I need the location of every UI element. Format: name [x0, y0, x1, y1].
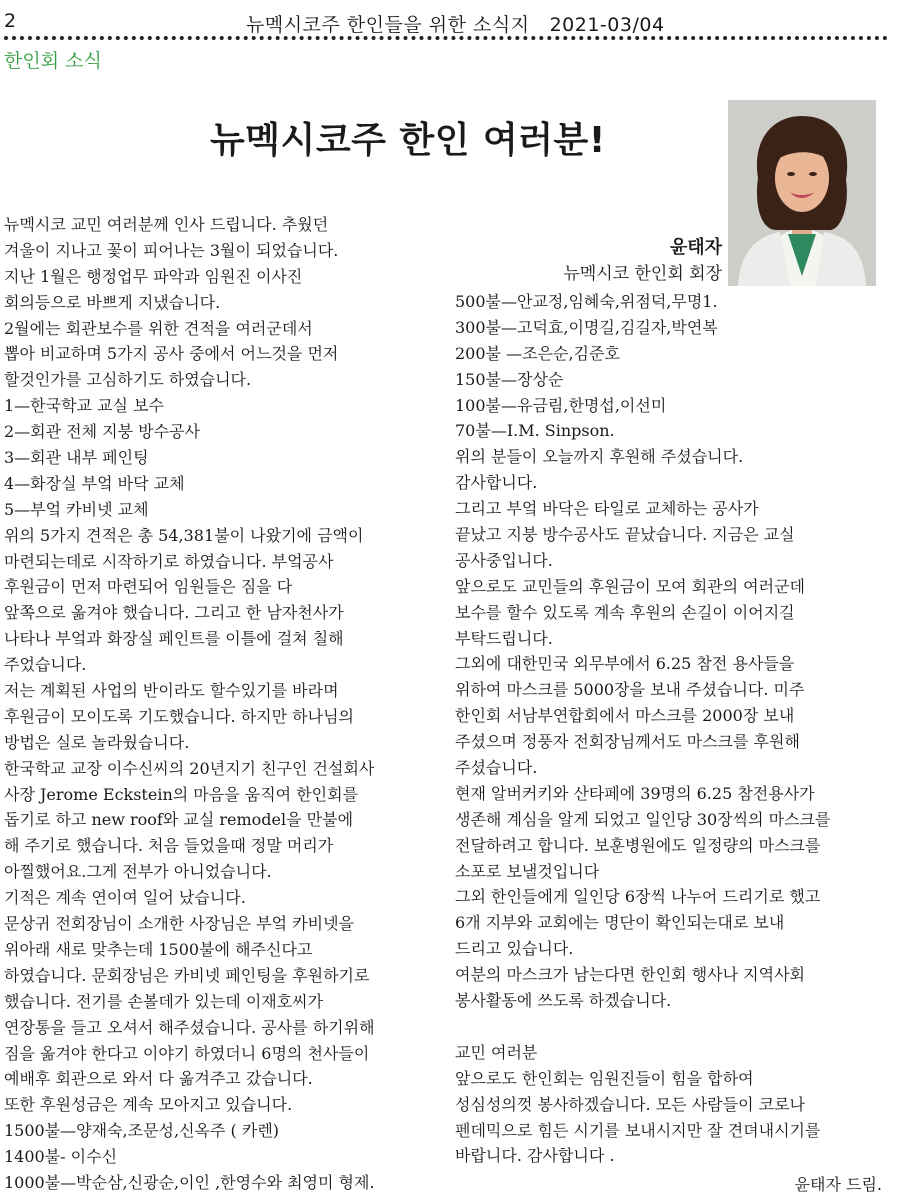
article-title: 뉴멕시코주 한인 여러분!: [210, 120, 606, 161]
text-line: 여분의 마스크가 남는다면 한인회 행사나 지역사회: [455, 965, 806, 985]
masthead: [246, 10, 665, 37]
dotted-divider: [4, 36, 888, 40]
text-line: 감사합니다.: [455, 473, 538, 493]
text-line: 5—부엌 카비넷 교체: [4, 499, 149, 519]
text-line: 또한 후원성금은 계속 모아지고 있습니다.: [4, 1095, 293, 1115]
text-line: 보수를 할수 있도록 계속 후원의 손길이 이어지길: [455, 602, 795, 622]
text-line: 그외 한인들에게 일인당 6장씩 나누어 드리기로 했고: [455, 887, 821, 907]
text-line: 할것인가를 고심하기도 하였습니다.: [4, 370, 252, 390]
text-line: 70불—I.M. Sinpson.: [455, 421, 615, 441]
text-line: 2—회관 전체 지붕 방수공사: [4, 422, 200, 442]
signoff: 윤태자 드림.: [794, 1175, 882, 1194]
text-line: 교민 여러분: [455, 1042, 538, 1062]
text-line: 150불—장상순: [455, 369, 564, 389]
text-line: 뉴멕시코 교민 여러분께 인사 드립니다. 추웠던: [4, 215, 329, 234]
text-line: 1—한국학교 교실 보수: [4, 396, 164, 416]
text-line: 겨울이 지나고 꽃이 피어나는 3월이 되었습니다.: [4, 240, 339, 260]
masthead-title: 뉴멕시코주 한인들을 위한 소식지: [246, 14, 530, 36]
text-line: 위의 분들이 오늘까지 후원해 주셨습니다.: [455, 447, 744, 467]
text-line: 사장 Jerome Eckstein의 마음을 움직여 한인회를: [4, 784, 359, 804]
text-line: 아찔했어요.그게 전부가 아니었습니다.: [4, 862, 272, 882]
text-line: 주셨으며 정풍자 전회장님께서도 마스크를 후원해: [455, 732, 800, 752]
issue-date: 2021-03/04: [549, 14, 665, 36]
text-line: 현재 알버커키와 산타페에 39명의 6.25 참전용사가: [455, 783, 815, 803]
article-column-left: [4, 212, 444, 1196]
text-line: 위하여 마스크를 5000장을 보내 주셨습니다. 미주: [455, 680, 805, 700]
author-role: 뉴멕시코 한인회 회장: [563, 264, 722, 284]
text-line: 기적은 계속 연이여 일어 났습니다.: [4, 888, 246, 908]
text-line: 지난 1월은 행정업무 파악과 임원진 이사진: [4, 266, 303, 286]
text-line: 2월에는 회관보수를 위한 견적을 여러군데서: [4, 318, 313, 338]
text-line: 전달하려고 합니다. 보훈병원에도 일정량의 마스크를: [455, 835, 821, 855]
author-name: 윤태자: [669, 237, 722, 258]
text-line: 주었습니다.: [4, 655, 87, 675]
text-line: [455, 1014, 890, 1040]
text-line: 했습니다. 전기를 손볼데가 있는데 이재호씨가: [4, 991, 324, 1011]
author-photo: [728, 100, 876, 286]
text-line: 예배후 회관으로 와서 다 옮겨주고 갔습니다.: [4, 1069, 313, 1089]
text-line: 성심성의껏 봉사하겠습니다. 모든 사람들이 코로나: [455, 1094, 806, 1114]
text-line: 200불 —조은순,김준호: [455, 343, 620, 363]
text-line: 300불—고덕효,이명길,김길자,박연복: [455, 317, 718, 337]
text-line: 공사중입니다.: [455, 550, 553, 570]
text-line: 끝났고 지붕 방수공사도 끝났습니다. 지금은 교실: [455, 525, 795, 545]
text-line: 100불—유금림,한명섭,이선미: [455, 395, 667, 415]
text-line: 그리고 부엌 바닥은 타일로 교체하는 공사가: [455, 499, 759, 519]
text-line: 드리고 있습니다.: [455, 939, 574, 959]
text-line: 소포로 보낼것입니다: [455, 861, 600, 881]
text-line: 1400불- 이수신: [4, 1147, 118, 1167]
text-line: 펜데믹으로 힘든 시기를 보내시지만 잘 견뎌내시기를: [455, 1120, 821, 1140]
text-line: 1000불—박순삼,신광순,이인 ,한영수와 최영미 형제.: [4, 1172, 375, 1192]
text-line: 위의 5가지 견적은 총 54,381불이 나왔기에 금액이: [4, 525, 364, 545]
text-line: 바랍니다. 감사합니다 .: [455, 1146, 615, 1166]
text-line: 3—회관 내부 페인팅: [4, 448, 149, 468]
text-line: 방법은 실로 놀라웠습니다.: [4, 732, 190, 752]
text-line: 한인회 서남부연합회에서 마스크를 2000장 보내: [455, 706, 795, 726]
portrait-image: [728, 100, 876, 286]
text-line: 봉사활동에 쓰도록 하겠습니다.: [455, 991, 672, 1011]
article-column-right: [455, 289, 890, 1169]
text-line: 후원금이 먼저 마련되어 임원들은 짐을 다: [4, 577, 293, 597]
text-line: 뽑아 비교하며 5가지 공사 중에서 어느것을 먼저: [4, 344, 339, 364]
text-line: 짐을 옮겨야 한다고 이야기 하였더니 6명의 천사들이: [4, 1043, 370, 1063]
text-line: 후원금이 모이도록 기도했습니다. 하지만 하나님의: [4, 706, 355, 726]
text-line: 생존해 계심을 알게 되었고 일인당 30장씩의 마스크를: [455, 809, 831, 829]
text-line: 앞으로도 한인회는 임원진들이 힘을 합하여: [455, 1068, 754, 1088]
text-line: 회의등으로 바쁘게 지냈습니다.: [4, 292, 221, 312]
text-line: 4—화장실 부엌 바닥 교체: [4, 473, 185, 493]
text-line: 주셨습니다.: [455, 758, 538, 778]
text-line: 돕기로 하고 new roof와 교실 remodel을 만불에: [4, 810, 354, 830]
text-line: 문상귀 전회장님이 소개한 사장님은 부엌 카비넷을: [4, 914, 355, 934]
text-line: 저는 계획된 사업의 반이라도 할수있기를 바라며: [4, 681, 339, 701]
text-line: 1500불—양재숙,조문성,신옥주 ( 카렌): [4, 1121, 280, 1141]
text-line: 위아래 새로 맞추는데 1500불에 해주신다고: [4, 939, 313, 959]
text-line: 500불—안교정,임혜숙,위점덕,무명1.: [455, 292, 718, 311]
text-line: 6개 지부와 교회에는 명단이 확인되는대로 보내: [455, 913, 785, 933]
text-line: 한국학교 교장 이수신씨의 20년지기 친구인 건설회사: [4, 758, 375, 778]
text-line: 나타나 부엌과 화장실 페인트를 이틀에 걸쳐 칠해: [4, 629, 344, 649]
section-label: 한인회 소식: [4, 50, 102, 72]
text-line: 앞으로도 교민들의 후원금이 모여 회관의 여러군데: [455, 576, 806, 596]
text-line: 연장통을 들고 오셔서 해주셨습니다. 공사를 하기위해: [4, 1017, 375, 1037]
text-line: 해 주기로 했습니다. 처음 들었을때 정말 머리가: [4, 836, 334, 856]
text-line: 그외에 대한민국 외무부에서 6.25 참전 용사들을: [455, 654, 795, 674]
text-line: 마련되는데로 시작하기로 하였습니다. 부엌공사: [4, 551, 334, 571]
text-line: 앞쪽으로 옮겨야 했습니다. 그리고 한 남자천사가: [4, 603, 344, 623]
page-header: [0, 0, 900, 40]
text-line: 하였습니다. 문회장님은 카비넷 페인팅을 후원하기로: [4, 965, 370, 985]
page-number: 2: [4, 10, 17, 32]
text-line: 부탁드립니다.: [455, 628, 553, 648]
